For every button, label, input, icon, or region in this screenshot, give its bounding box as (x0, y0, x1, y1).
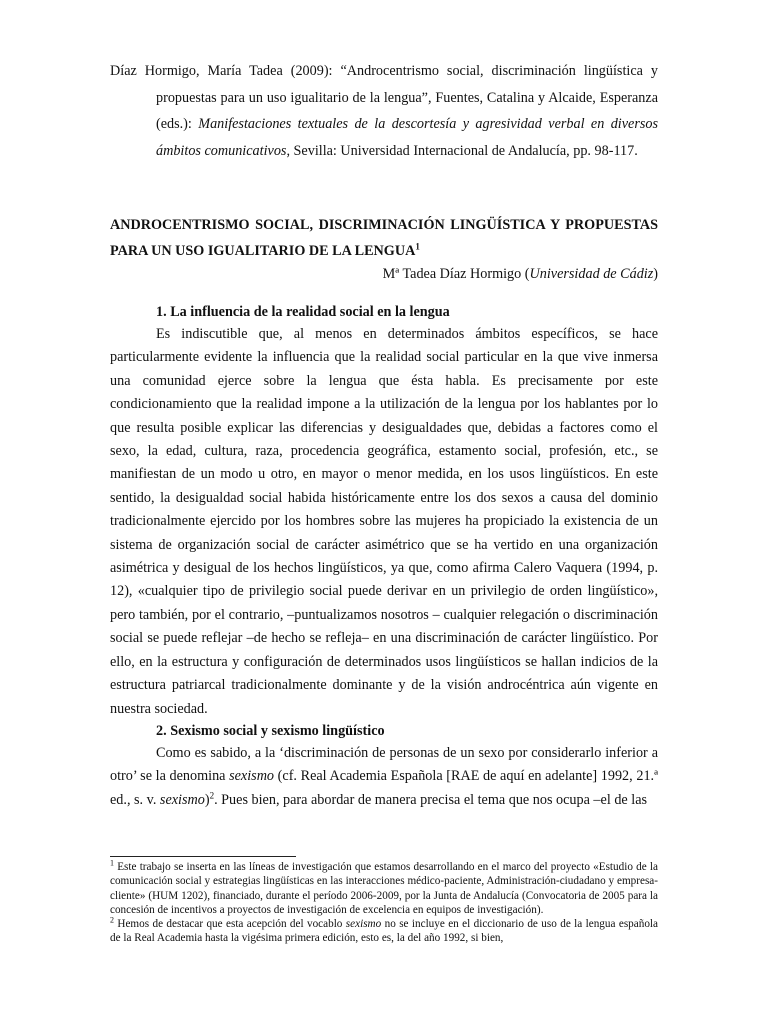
footnote-2-text-a: Hemos de destacar que esta acepción del vocablo (114, 918, 346, 931)
footnote-2 (110, 917, 658, 946)
footnote-ref-2[interactable]: 2 (209, 789, 215, 800)
author-line (110, 264, 658, 284)
footnotes (110, 860, 658, 946)
citation-authors: Díaz Hormigo, María Tadea (2009): (110, 63, 341, 79)
article-title-text: ANDROCENTRISMO SOCIAL, DISCRIMINACIÓN LINGÜÍSTICA Y PROPUESTAS PARA UN USO IGUALITARIO DE LA LENGUA (110, 217, 658, 259)
author-close: ) (653, 266, 658, 282)
s2-term-sexismo: sexismo (229, 768, 275, 785)
s2-text-a: Como es sabido, a la ‘discriminación de personas de un sexo por considerarlo inferior a otro’ se la denomina (110, 744, 658, 785)
s2-text-d: . Pues bien, para abordar de manera precisa el tema que nos ocupa –el de las (214, 791, 648, 808)
section-1-paragraph: Es indiscutible que, al menos en determinados ámbitos específicos, se hace particularmente evidente la influencia que la realidad social particular en la que vive inmersa una comunidad ejerce sobre la lengua que ésta habla. Es precisamente por este condicionamiento que la realidad impone a la utilización de la lengua por los hablantes por lo que resulta posible explicar las diferencias y desigualdades que, debidas a factores como el sexo, la edad, cultura, raza, procedencia geográfica, estamento social, profesión, etc., se manifiestan de un modo u otro, en mayor o menor medida, en los usos lingüísticos. En este sentido, la desigualdad social habida históricamente entre los dos sexos a causa del dominio tradicionalmente ejercido por los hombres sobre las mujeres ha propiciado la existencia de un sistema de organización social de carácter asimétrico que se ha vertido en una organización asimétrica y desigual de los hechos lingüísticos, ya que, como afirma Calero Vaquera (1994, p. 12), «cualquier tipo de privilegio social puede derivar en un privilegio de orden lingüístico», pero también, por el contrario, –puntualizamos nosotros – cualquier relegación o discriminación social se puede reflejar –de hecho se refleja– en una discriminación de carácter lingüístico. Por ello, en la estructura y configuración de determinados usos lingüísticos se hallan indicios de la estructura patriarcal tradicionalmente dominante y de la visión androcéntrica aún vigente en nuestra sociedad. (110, 326, 658, 717)
section-2-heading: 2. Sexismo social y sexismo lingüístico (156, 722, 385, 739)
footnote-ref-1[interactable]: 1 (415, 241, 420, 252)
s2-text-b: (cf. Real Academia Española [RAE de aquí en adelante] 1992, 21.ª ed., s. v. (110, 768, 658, 808)
footnote-2-term: sexismo (345, 918, 382, 931)
footnote-2-text-b: no se incluye en el diccionario de uso de la lengua española de la Real Academia hasta la vigésima primera edición, esto es, la del año 1992, si bien, (110, 918, 658, 945)
section-2-paragraph (110, 742, 658, 812)
footnote-1-text: Este trabajo se inserta en las líneas de investigación que estamos desarrollando en el marco del proyecto «Estudio de la comunicación social y estrategias lingüísticas en las interacciones médico-paciente, Administración-ciudadano y empresa-cliente» (HUM 1202), financiado, durante el período 2006-2009, por la Junta de Andalucía (Convocatoria de 2005 para la concesión de incentivos a proyectos de investigación de excelencia en equipos de investigación). (110, 861, 658, 916)
section-1-heading: 1. La influencia de la realidad social en la lengua (156, 304, 450, 320)
s2-term-sexismo-2: sexismo (159, 791, 205, 808)
footnote-divider (110, 856, 296, 857)
footnote-1 (110, 860, 658, 917)
author-name: Mª Tadea Díaz Hormigo ( (382, 266, 530, 282)
citation-book-title: Manifestaciones textuales de la descortesía y agresividad verbal en diversos ámbitos comunicativos (156, 116, 658, 159)
citation-publisher: , Sevilla: Universidad Internacional de Andalucía, pp. 98-117. (286, 142, 638, 159)
s2-text-c: ) (204, 791, 210, 808)
citation-reference (110, 58, 658, 164)
footnote-2-mark: 2 (110, 915, 114, 925)
author-affiliation: Universidad de Cádiz (529, 266, 654, 282)
article-title (110, 212, 658, 264)
footnote-1-mark: 1 (110, 858, 114, 868)
citation-chapter: “Androcentrismo social, discriminación lingüística y propuestas para un uso igualitario de la lengua”, Fuentes, Catalina y Alcaide, Esperanza (eds.): (156, 63, 658, 132)
